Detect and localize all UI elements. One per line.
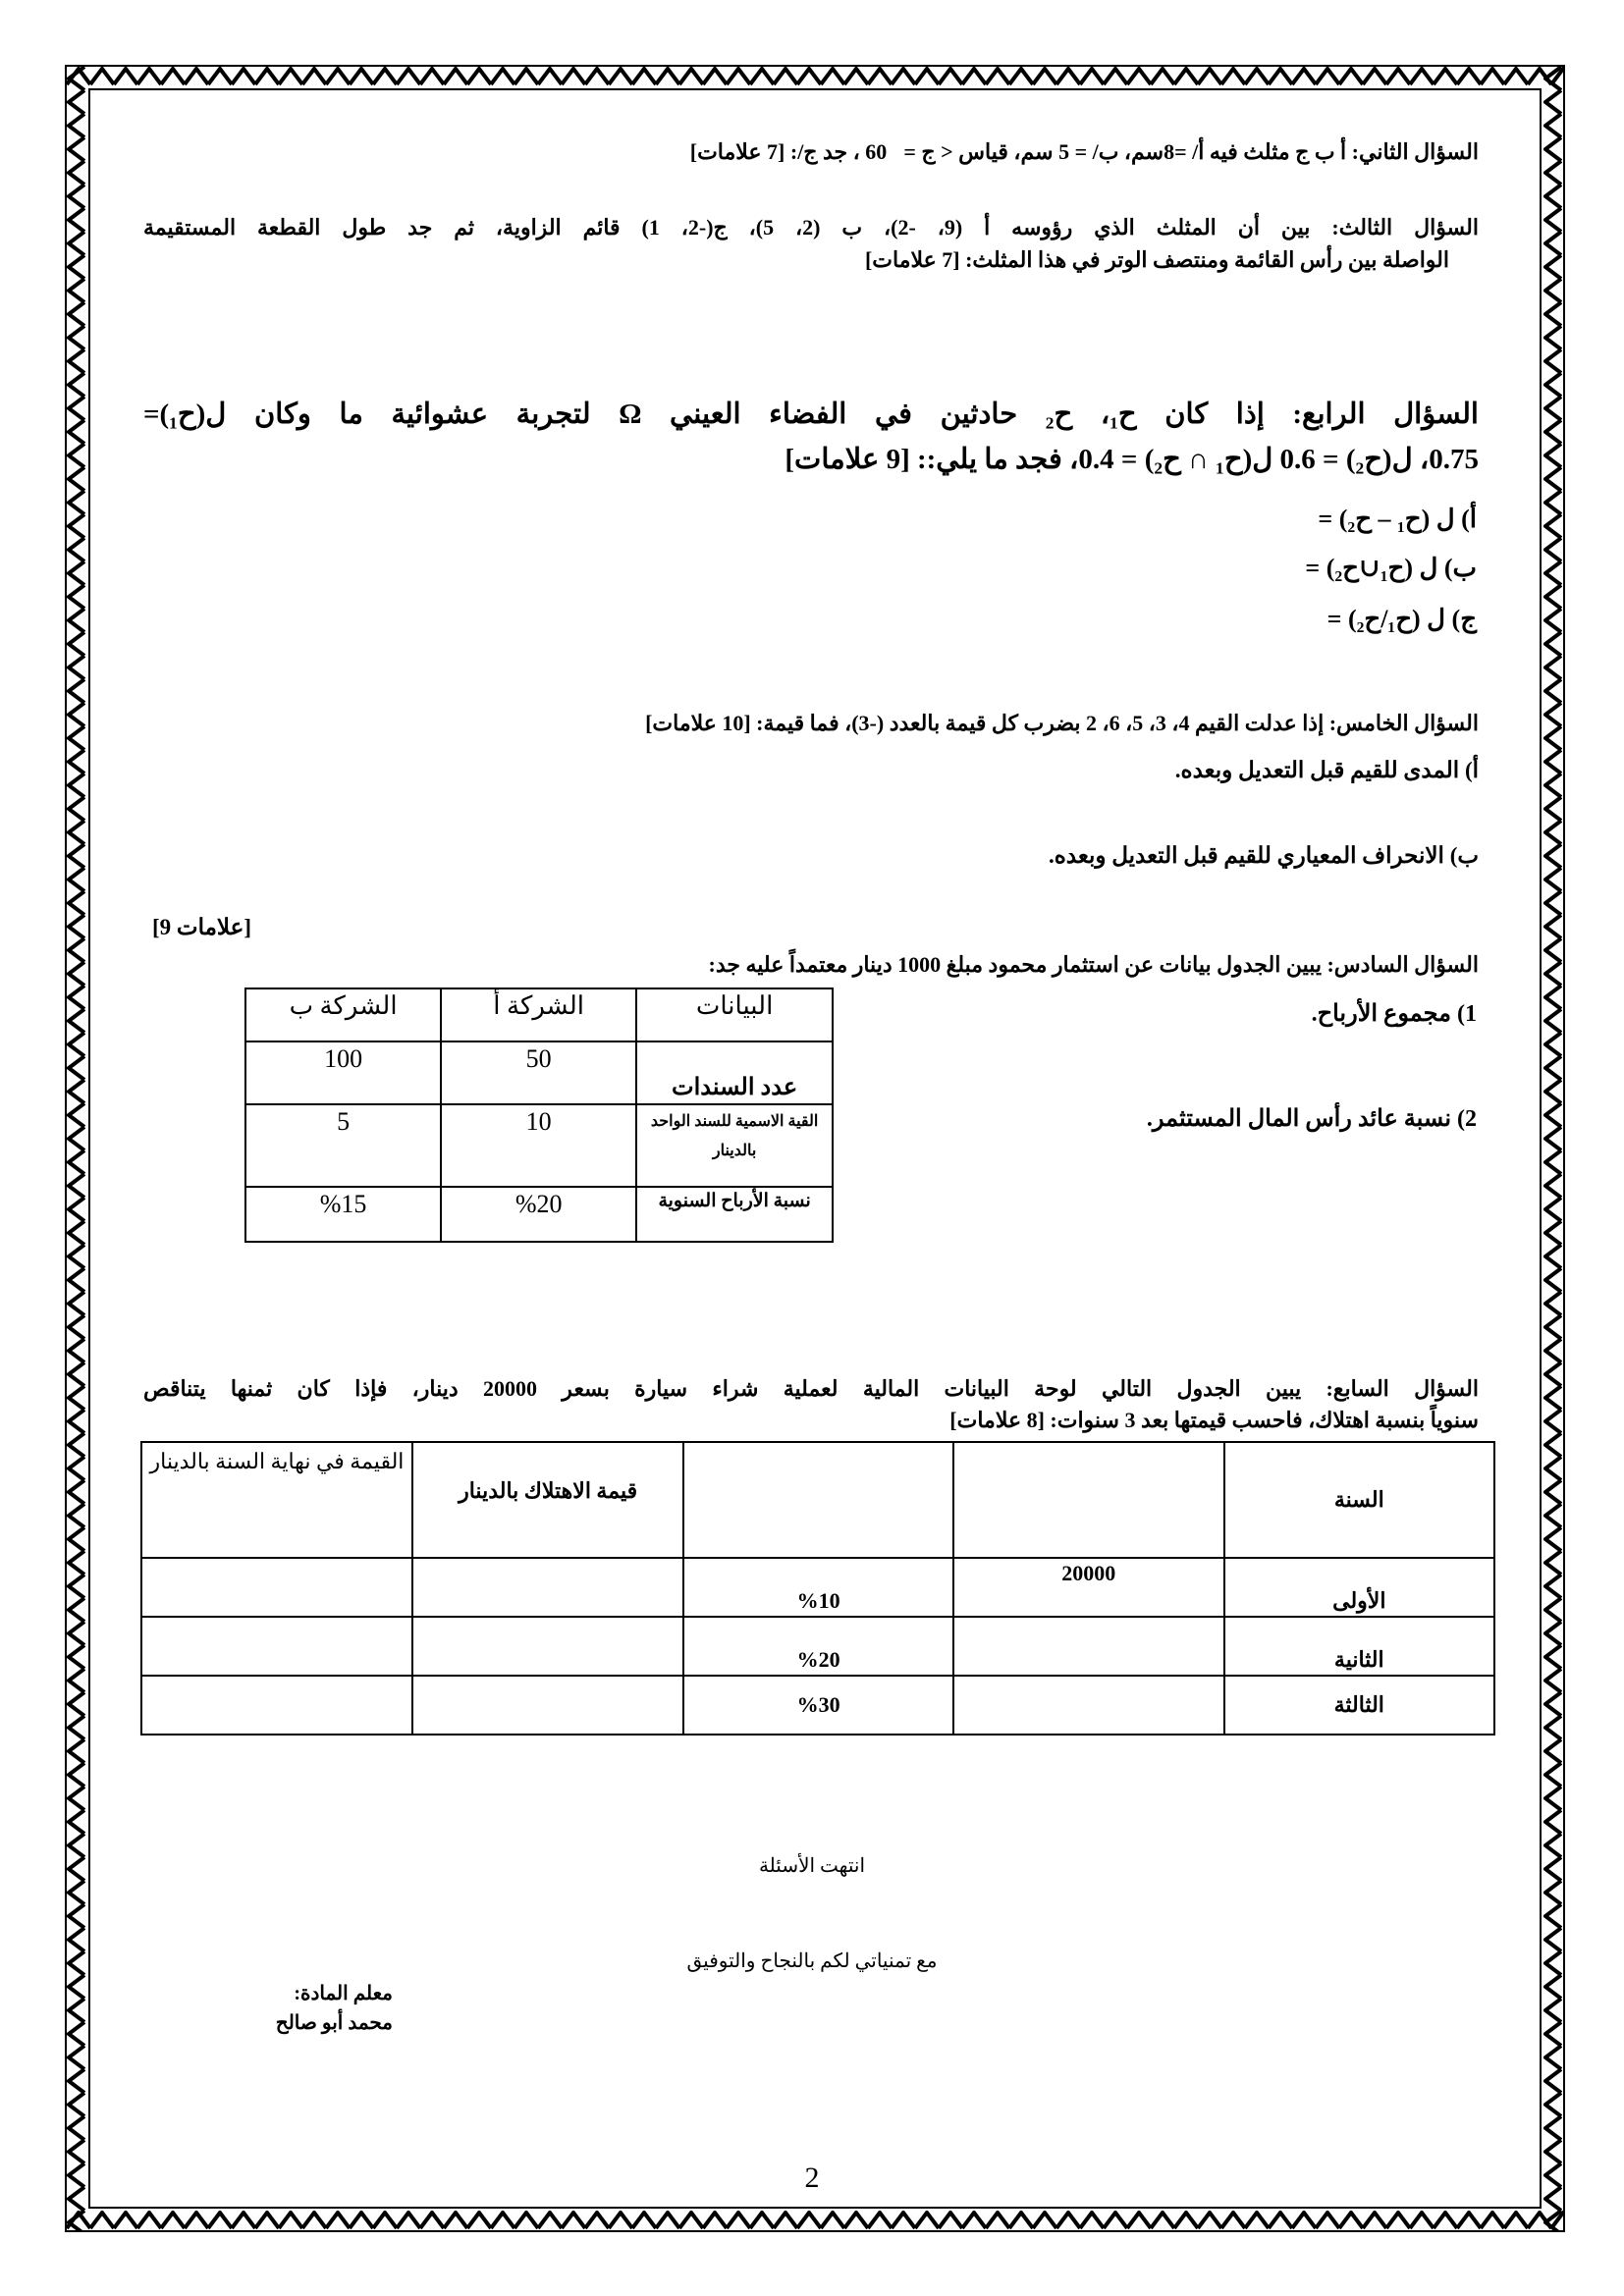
table-cell: 50: [441, 1041, 636, 1104]
table-cell: %15: [245, 1187, 441, 1242]
investment-table: [244, 988, 834, 1243]
table-cell: الثانية: [1224, 1617, 1494, 1676]
table-cell: القية الاسمية للسند الواحد بالدينار: [636, 1104, 833, 1187]
table-header-cell: القيمة في نهاية السنة بالدينار: [141, 1442, 412, 1558]
end-of-questions: انتهت الأسئلة: [758, 1855, 866, 1877]
table-cell: %10: [683, 1558, 953, 1617]
table-cell: [141, 1558, 412, 1617]
table-row: [245, 1187, 833, 1242]
table-cell: عدد السندات: [636, 1041, 833, 1104]
table-cell: [953, 1676, 1223, 1735]
question-6-item-2: 2) نسبة عائد رأس المال المستثمر.: [1146, 1106, 1477, 1132]
question-3-line-1: السؤال الثالث: بين أن المثلث الذي رؤوسه أ (9، -2)، ب (2، 5)، ج(-2، 1) قائم الزاوية، ثم جد طول القطعة المستقيمة: [143, 215, 1479, 240]
table-row: [245, 1041, 833, 1104]
zigzag-border-right: [1543, 67, 1563, 2230]
table-row: [245, 1104, 833, 1187]
table-header-row: [245, 988, 833, 1041]
table-row: [141, 1676, 1494, 1735]
table-row: [141, 1558, 1494, 1617]
question-6-marks: [9 علامات]: [152, 915, 252, 939]
table-cell: 100: [245, 1041, 441, 1104]
zigzag-border-top: [67, 67, 1563, 86]
question-4-part-b: ب) ل (ح₁∪ح₂) =: [1305, 554, 1477, 582]
table-cell: الأولى: [1224, 1558, 1494, 1617]
depreciation-table: [140, 1441, 1495, 1735]
table-cell: 5: [245, 1104, 441, 1187]
table-cell: [141, 1617, 412, 1676]
table-cell: %20: [441, 1187, 636, 1242]
question-2: السؤال الثاني: أ ب ج مثلث فيه أ/ =8سم، ب/ = 5 سم، قياس < ج =60ْ ، جد ج/: [7 علامات]: [689, 139, 1479, 164]
question-5-stem: السؤال الخامس: إذا عدلت القيم 4، 3، 5، 6، 2 بضرب كل قيمة بالعدد (-3)، فما قيمة: [10 علامات]: [645, 711, 1479, 735]
table-header-cell: الشركة أ: [441, 988, 636, 1041]
closing-wishes: مع تمنياتي لكم بالنجاح والتوفيق: [686, 1950, 938, 1972]
question-4-part-c: ج) ل (ح₁/ح₂) =: [1326, 605, 1477, 633]
table-header-row: [141, 1442, 1494, 1558]
table-cell: [412, 1676, 683, 1735]
question-7-line-2: سنوياً بنسبة اهتلاك، فاحسب قيمتها بعد 3 سنوات: [8 علامات]: [949, 1408, 1479, 1432]
question-4-part-a: أ) ل (ح₁ – ح₂) =: [1318, 505, 1477, 533]
table-cell: %20: [683, 1617, 953, 1676]
table-cell: [953, 1617, 1223, 1676]
table-cell: [412, 1558, 683, 1617]
table-cell: [141, 1676, 412, 1735]
table-cell: %30: [683, 1676, 953, 1735]
table-header-cell: قيمة الاهتلاك بالدينار: [412, 1442, 683, 1558]
teacher-name: محمد أبو صالح: [275, 2012, 393, 2034]
question-6-stem: السؤال السادس: يبين الجدول بيانات عن استثمار محمود مبلغ 1000 دينار معتمداً عليه جد:: [708, 952, 1479, 977]
table-header-cell: السنة: [1224, 1442, 1494, 1558]
table-cell: 10: [441, 1104, 636, 1187]
table-header-cell: [683, 1442, 953, 1558]
table-cell: [412, 1617, 683, 1676]
question-7-line-1: السؤال السابع: يبين الجدول التالي لوحة البيانات المالية لعملية شراء سيارة بسعر 20000 دينار، فإذا كان ثمنها يتناقص: [143, 1376, 1479, 1401]
zigzag-border-left: [67, 67, 86, 2230]
question-3-line-2: الواصلة بين رأس القائمة ومنتصف الوتر في هذا المثلث: [7 علامات]: [864, 247, 1449, 272]
teacher-label: معلم المادة:: [294, 1983, 393, 2004]
table-header-cell: الشركة ب: [245, 988, 441, 1041]
table-cell: الثالثة: [1224, 1676, 1494, 1735]
question-5-part-a: أ) المدى للقيم قبل التعديل وبعده.: [1174, 758, 1479, 782]
table-header-cell: البيانات: [636, 988, 833, 1041]
table-cell: نسبة الأرباح السنوية: [636, 1187, 833, 1242]
page-number: 2: [804, 2162, 820, 2194]
question-5-part-b: ب) الانحراف المعياري للقيم قبل التعديل وبعده.: [1049, 843, 1479, 868]
table-row: [141, 1617, 1494, 1676]
zigzag-border-bottom: [67, 2211, 1563, 2230]
question-6-item-1: 1) مجموع الأرباح.: [1311, 1001, 1477, 1027]
table-cell: 20000: [953, 1558, 1223, 1617]
question-4-line-1: السؤال الرابع: إذا كان ح₁، ح₂ حادثين في الفضاء العيني Ω لتجربة عشوائية ما وكان ل(ح₁)=: [143, 399, 1479, 430]
table-header-cell: [953, 1442, 1223, 1558]
question-4-line-2: 0.75، ل(ح₂) = 0.6 ل(ح₁ ∩ ح₂) = 0.4، فجد ما يلي:: [9 علامات]: [785, 444, 1479, 475]
